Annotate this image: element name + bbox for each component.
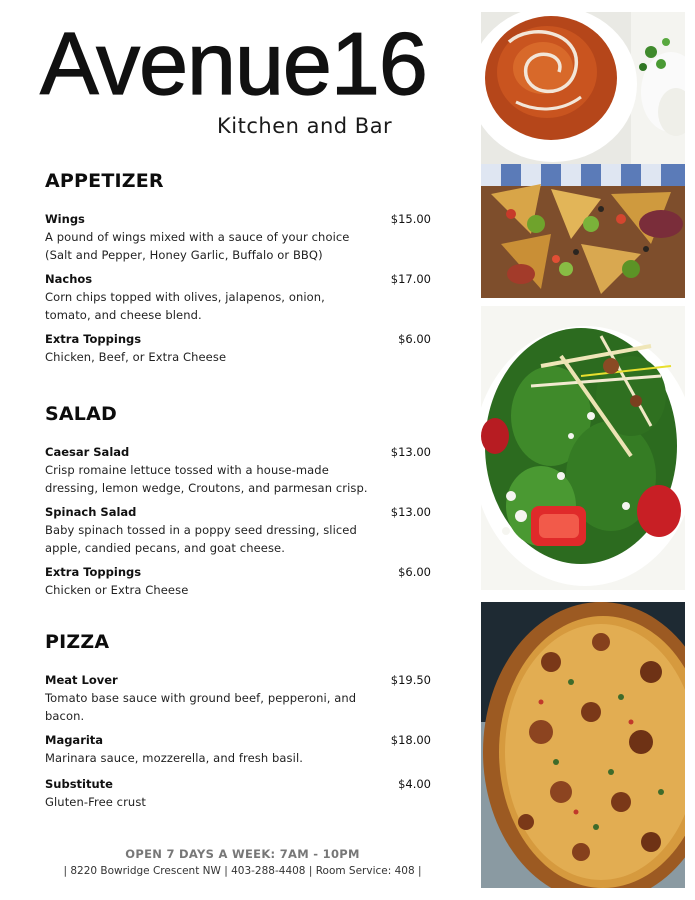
salad-photo (481, 306, 685, 590)
nachos-photo (481, 164, 685, 298)
menu-item (45, 671, 435, 725)
section-pizza (45, 631, 435, 817)
footer-address: | 8220 Bowridge Crescent NW | 403-288-4408 | Room Service: 408 | (63, 865, 422, 877)
item-desc: dressing, lemon wedge, Croutons, and parmesan crisp. (45, 481, 368, 495)
item-name: Spinach Salad (45, 505, 137, 519)
menu-item (45, 775, 435, 811)
item-desc: Chicken, Beef, or Extra Cheese (45, 350, 227, 364)
item-desc: Marinara sauce, mozzerella, and fresh basil. (45, 751, 303, 765)
item-name: Caesar Salad (45, 445, 130, 459)
menu-item (45, 731, 435, 767)
item-price: $6.00 (398, 565, 431, 579)
menu-item (45, 270, 435, 324)
menu-item (45, 443, 435, 497)
item-desc: Tomato base sauce with ground beef, pepperoni, and (45, 691, 357, 705)
item-desc: Chicken or Extra Cheese (45, 583, 189, 597)
item-name: Extra Toppings (45, 332, 142, 346)
item-name: Meat Lover (45, 673, 118, 687)
curry-photo (481, 12, 685, 164)
footer-hours: OPEN 7 DAYS A WEEK: 7AM - 10PM (125, 847, 360, 861)
item-name: Substitute (45, 777, 113, 791)
item-price: $4.00 (398, 777, 431, 791)
item-price: $15.00 (390, 212, 431, 226)
item-name: Wings (45, 212, 85, 226)
item-desc: Baby spinach tossed in a poppy seed dressing, sliced (45, 523, 357, 537)
item-desc: bacon. (45, 709, 85, 723)
item-price: $13.00 (390, 505, 431, 519)
menu-item (45, 503, 435, 557)
item-desc: (Salt and Pepper, Honey Garlic, Buffalo or BBQ) (45, 248, 323, 262)
item-desc: A pound of wings mixed with a sauce of your choice (45, 230, 350, 244)
item-desc: apple, candied pecans, and goat cheese. (45, 541, 285, 555)
section-appetizer (45, 170, 435, 372)
item-price: $19.50 (390, 673, 431, 687)
item-desc: tomato, and cheese blend. (45, 308, 202, 322)
section-title: APPETIZER (45, 170, 164, 192)
menu-item (45, 563, 435, 599)
section-title: SALAD (45, 403, 117, 425)
menu-item (45, 330, 435, 366)
brand-logo (40, 14, 440, 138)
item-desc: Gluten-Free crust (45, 795, 147, 809)
brand-name: Avenue16 (40, 14, 427, 113)
menu-item (45, 210, 435, 264)
section-title: PIZZA (45, 631, 110, 653)
item-desc: Crisp romaine lettuce tossed with a house-made (45, 463, 329, 477)
item-price: $6.00 (398, 332, 431, 346)
item-price: $17.00 (390, 272, 431, 286)
item-price: $18.00 (390, 733, 431, 747)
item-price: $13.00 (390, 445, 431, 459)
pizza-photo (481, 602, 685, 888)
section-salad (45, 403, 435, 605)
item-name: Magarita (45, 733, 104, 747)
item-name: Extra Toppings (45, 565, 142, 579)
brand-tagline: Kitchen and Bar (217, 114, 393, 138)
footer (45, 846, 440, 880)
item-name: Nachos (45, 272, 93, 286)
item-desc: Corn chips topped with olives, jalapenos, onion, (45, 290, 325, 304)
